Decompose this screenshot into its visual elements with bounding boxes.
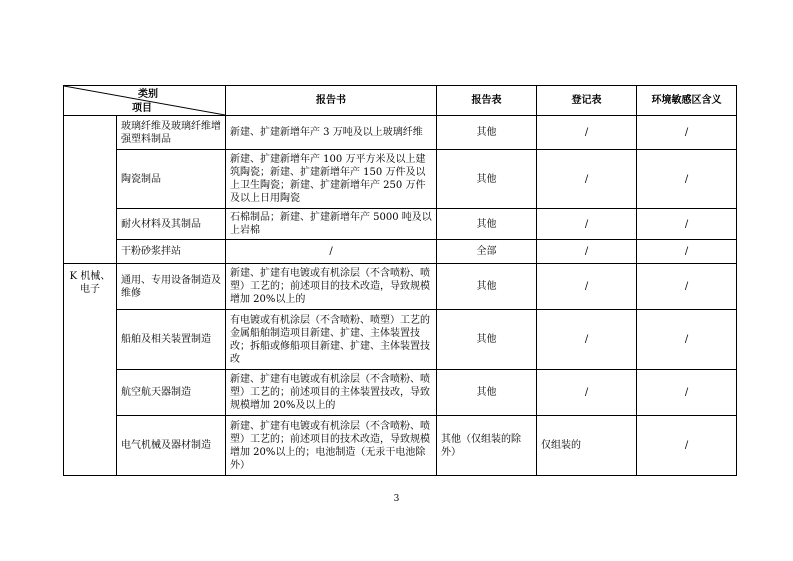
header-row — [64, 86, 737, 116]
env-cell: / — [637, 370, 737, 416]
env-cell: / — [637, 209, 737, 240]
register-cell: / — [537, 370, 637, 416]
table-cell: 其他 — [437, 310, 537, 370]
table-row — [64, 370, 737, 416]
table-row — [64, 264, 737, 310]
table-row — [64, 416, 737, 476]
env-cell: / — [637, 240, 737, 264]
register-cell: / — [537, 264, 637, 310]
report-cell: 有电镀或有机涂层（不含喷粉、喷塑）工艺的金属船舶制造项目新建、扩建、主体装置技改；拆船或修船项目新建、扩建、主体装置技改 — [226, 310, 437, 370]
table-cell: 其他 — [437, 209, 537, 240]
report-cell: 新建、扩建新增年产 3 万吨及以上玻璃纤维 — [226, 116, 437, 150]
item-cell: 电气机械及器材制造 — [117, 416, 226, 476]
table-cell: 其他 — [437, 264, 537, 310]
env-column-header: 环境敏感区含义 — [637, 86, 737, 116]
register-cell: / — [537, 310, 637, 370]
register-cell: 仅组装的 — [537, 416, 637, 476]
report-cell: 新建、扩建有电镀或有机涂层（不含喷粉、喷塑）工艺的；前述项目的技术改造，导致规模增加 20%以上的 — [226, 264, 437, 310]
env-cell: / — [637, 416, 737, 476]
table-row — [64, 150, 737, 209]
register-cell: / — [537, 150, 637, 209]
item-cell: 玻璃纤维及玻璃纤维增强塑料制品 — [117, 116, 226, 150]
register-cell: / — [537, 240, 637, 264]
table-row — [64, 209, 737, 240]
env-cell: / — [637, 150, 737, 209]
table-cell: 其他 — [437, 370, 537, 416]
item-header-label: 项目 — [132, 103, 152, 114]
table-cell: 全部 — [437, 240, 537, 264]
table-column-header: 报告表 — [437, 86, 537, 116]
table-cell: 其他 — [437, 116, 537, 150]
item-cell: 干粉砂浆拌站 — [117, 240, 226, 264]
table-row — [64, 116, 737, 150]
env-cell: / — [637, 264, 737, 310]
classification-table — [63, 85, 737, 476]
table-row — [64, 310, 737, 370]
item-cell: 船舶及相关装置制造 — [117, 310, 226, 370]
item-cell: 陶瓷制品 — [117, 150, 226, 209]
category-header-label: 类别 — [138, 89, 158, 100]
table-cell: 其他 — [437, 150, 537, 209]
category-cell: K 机械、电子 — [64, 264, 117, 476]
item-cell: 航空航天器制造 — [117, 370, 226, 416]
report-cell: 石棉制品；新建、扩建新增年产 5000 吨及以上岩棉 — [226, 209, 437, 240]
table-cell: 其他（仅组装的除外） — [437, 416, 537, 476]
page-number: 3 — [393, 494, 400, 504]
report-cell: 新建、扩建有电镀或有机涂层（不含喷粉、喷塑）工艺的；前述项目的技术改造，导致规模增加 20%以上的；电池制造（无汞干电池除外） — [226, 416, 437, 476]
item-cell: 耐火材料及其制品 — [117, 209, 226, 240]
env-cell: / — [637, 310, 737, 370]
register-cell: / — [537, 116, 637, 150]
register-column-header: 登记表 — [537, 86, 637, 116]
table-row — [64, 240, 737, 264]
register-cell: / — [537, 209, 637, 240]
env-cell: / — [637, 116, 737, 150]
report-cell: 新建、扩建新增年产 100 万平方米及以上建筑陶瓷；新建、扩建新增年产 150 万件及以上卫生陶瓷；新建、扩建新增年产 250 万件及以上日用陶瓷 — [226, 150, 437, 209]
diagonal-header-cell — [64, 86, 226, 116]
item-cell: 通用、专用设备制造及维修 — [117, 264, 226, 310]
report-cell: 新建、扩建有电镀或有机涂层（不含喷粉、喷塑）工艺的；前述项目的主体装置技改，导致规模增加 20%及以上的 — [226, 370, 437, 416]
category-cell — [64, 116, 117, 264]
report-cell: / — [226, 240, 437, 264]
report-column-header: 报告书 — [226, 86, 437, 116]
